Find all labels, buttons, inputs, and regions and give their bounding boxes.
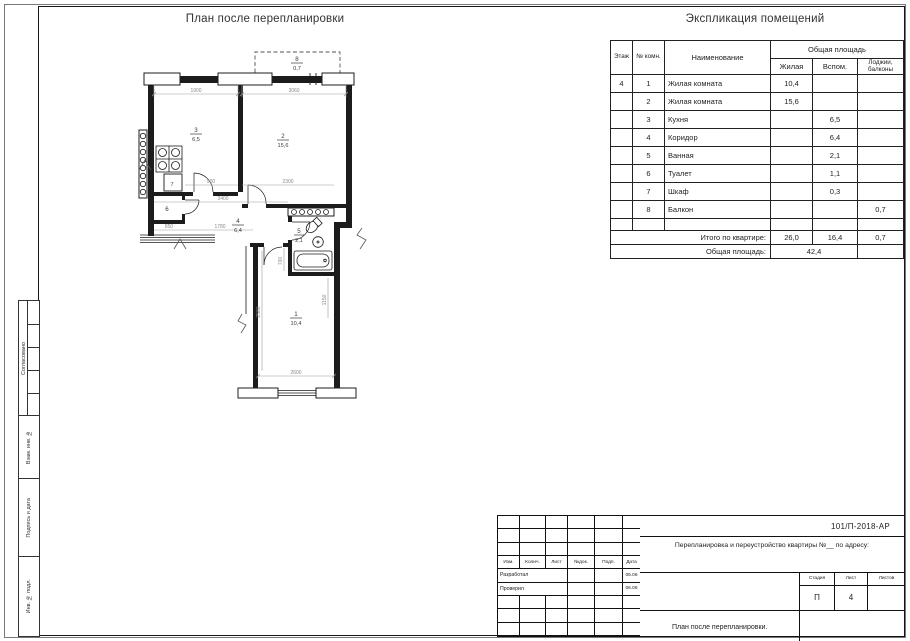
document-number: 101/П-2018-АР (640, 516, 904, 537)
svg-text:2: 2 (281, 133, 285, 140)
window-blocks (144, 73, 356, 398)
inv-replace-label: Взам. инв. № (26, 430, 32, 465)
table-row: 5 Ванная 2,1 (611, 147, 904, 165)
sheet-label: Лист (835, 573, 868, 585)
stage-value: П (800, 586, 835, 610)
title-block (640, 515, 905, 637)
dimension-label: 1780 (214, 224, 226, 230)
svg-text:15,6: 15,6 (277, 143, 289, 149)
table-row: 8 Балкон 0,7 (611, 201, 904, 219)
stage-value-row (800, 586, 904, 610)
stage-header-row (800, 573, 904, 586)
room-labels (165, 56, 304, 327)
inv-orig-box (18, 556, 40, 637)
checked-date: 06.06 (623, 583, 641, 596)
table-row: 3 Кухня 6,5 (611, 111, 904, 129)
totals-label: Итого по квартире: (611, 231, 771, 245)
dimension-label: 900 (206, 179, 216, 185)
explication-title: Экспликация помещений (685, 13, 825, 25)
inv-replace-box (18, 415, 40, 480)
room-label-8 (291, 56, 303, 72)
plan-title: План после перепланировки (185, 13, 345, 25)
svg-text:6,5: 6,5 (192, 137, 200, 143)
table-row: 4 1 Жилая комната 10,4 (611, 75, 904, 93)
grand-total-row: Общая площадь: 42,4 (611, 245, 904, 259)
inv-orig-label: Инв. № подл. (26, 579, 32, 614)
sink-icon (313, 237, 324, 248)
table-row: 4 Коридор 6,4 (611, 129, 904, 147)
sheet-name: План после перепланировки. (640, 611, 800, 641)
organization-cell (800, 611, 904, 641)
svg-text:0,7: 0,7 (293, 66, 301, 72)
title-block-revision-grid (497, 515, 642, 637)
agreed-label: Согласовано (20, 341, 27, 376)
floor-plan (138, 46, 388, 406)
room-label-1 (290, 311, 302, 327)
room-label-6 (165, 206, 169, 213)
room-label-2 (277, 133, 289, 149)
dimension-label: 2300 (282, 179, 294, 185)
svg-text:5: 5 (297, 228, 301, 235)
table-row: 2 Жилая комната 15,6 (611, 93, 904, 111)
svg-text:7: 7 (170, 182, 174, 188)
room-label-3 (190, 127, 202, 143)
dimension-label: 2600 (290, 370, 302, 376)
dimension-label: 850 (164, 224, 174, 230)
project-name: Перепланировка и переустройство квартиры №__ по адресу: (640, 537, 904, 573)
col-floor: Этаж (611, 41, 633, 75)
sheets-value (868, 586, 905, 610)
col-podp: Подп. (595, 556, 623, 569)
developed-label: Разработал (498, 569, 568, 582)
sheet-value: 4 (835, 586, 868, 610)
agreed-block (18, 300, 40, 417)
table-row-empty (611, 219, 904, 231)
dimension-label: 2580 (256, 306, 262, 318)
dimension-label: 1900 (190, 88, 202, 94)
col-aux: Вспом. (813, 59, 858, 75)
col-balcony: Лоджии, балконы (858, 59, 904, 75)
svg-text:2,1: 2,1 (295, 238, 303, 244)
col-list: Лист (546, 556, 568, 569)
col-name: Наименование (665, 41, 771, 75)
svg-text:6: 6 (165, 206, 169, 213)
table-header-row (611, 41, 904, 59)
col-room-no: № комн. (633, 41, 665, 75)
svg-text:4: 4 (236, 218, 240, 225)
sign-date-label: Подпись и дата (26, 498, 32, 538)
col-izm: Изм. (498, 556, 520, 569)
stove-icon (156, 146, 182, 172)
dimension-label: 3400 (217, 196, 229, 202)
explication-table (610, 40, 904, 259)
totals-row: Итого по квартире: 26,0 16,4 0,7 (611, 231, 904, 245)
room-label-5 (294, 228, 304, 244)
svg-text:8: 8 (295, 56, 299, 63)
svg-text:10,4: 10,4 (290, 321, 302, 327)
sign-date-box (18, 478, 40, 558)
grand-total-label: Общая площадь: (611, 245, 771, 259)
vent-block-icon (288, 208, 334, 216)
dimension-lines (152, 84, 348, 378)
developed-date: 06.06 (623, 569, 641, 582)
col-living: Жилая (771, 59, 813, 75)
svg-text:1: 1 (294, 311, 298, 318)
svg-text:3: 3 (194, 127, 198, 134)
table-row: 7 Шкаф 0,3 (611, 183, 904, 201)
col-data: Дата (623, 556, 641, 569)
svg-text:6,4: 6,4 (234, 228, 242, 234)
room-label-4 (232, 218, 244, 234)
agreed-grid (27, 301, 39, 416)
dimension-label: 1150 (322, 294, 328, 306)
dimension-label: 3060 (288, 88, 300, 94)
stage-label: Стадия (800, 573, 835, 585)
col-dok: №док. (568, 556, 595, 569)
room-label-7 (170, 182, 173, 188)
dimension-labels (165, 88, 328, 376)
walls (148, 76, 356, 396)
col-kolich: Колич. (520, 556, 546, 569)
dimension-label: 700 (278, 256, 284, 266)
col-total-area: Общая площадь (771, 41, 904, 59)
checked-label: Проверил (498, 583, 568, 596)
window-glazing (278, 391, 316, 396)
empty-cell (640, 573, 800, 610)
section-lines (140, 235, 246, 314)
bathtub-icon (294, 251, 332, 270)
table-row: 6 Туалет 1,1 (611, 165, 904, 183)
sheets-label: Листов (878, 576, 895, 582)
